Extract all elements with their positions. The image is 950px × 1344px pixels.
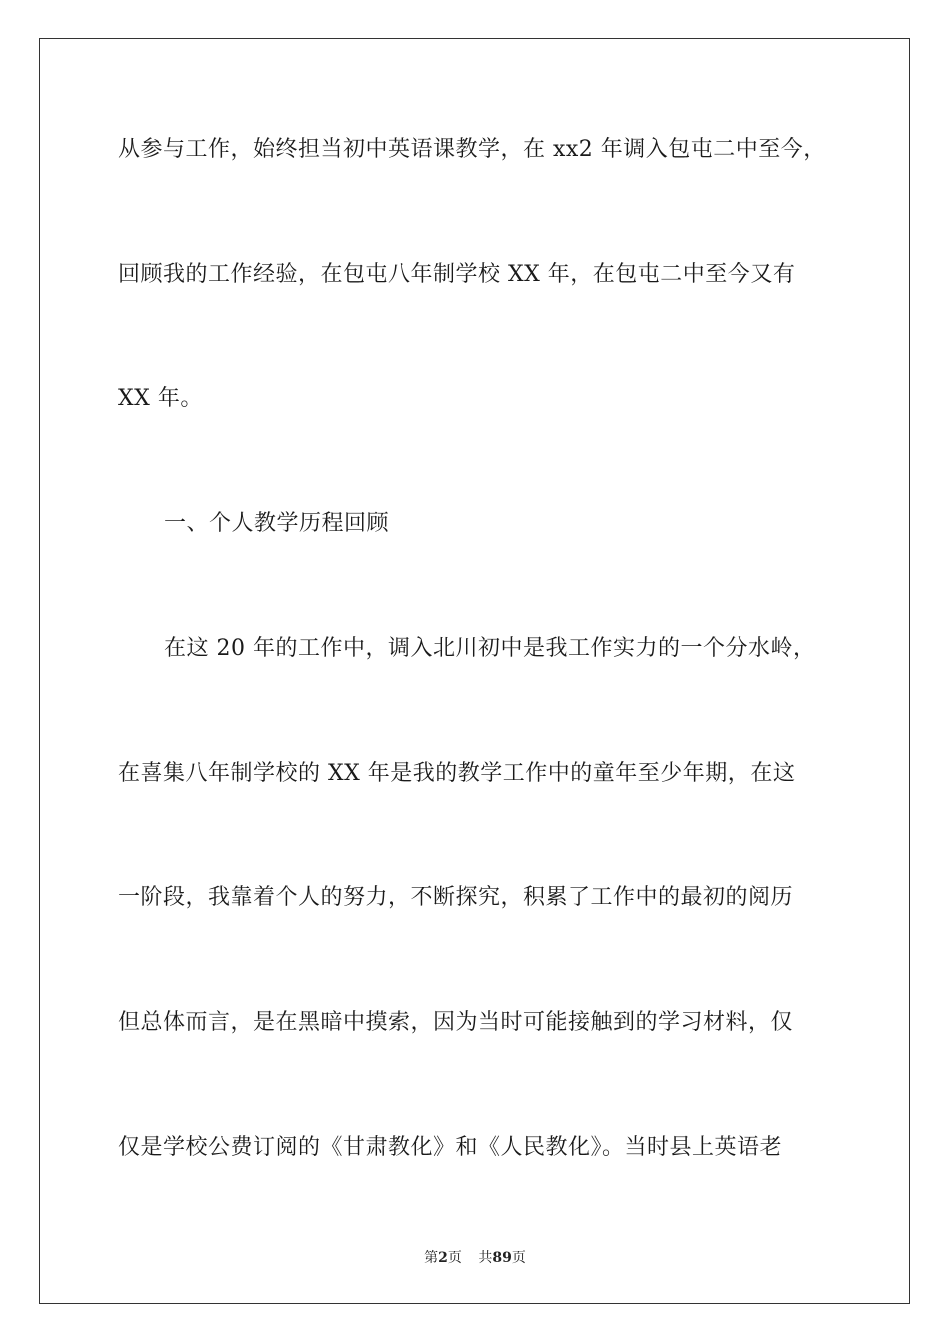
- body-line-1: 从参与工作，始终担当初中英语课教学，在 xx2 年调入包屯二中至今，: [118, 137, 826, 162]
- total-suffix: 页: [511, 1250, 526, 1266]
- body-line-9: 仅是学校公费订阅的《甘肃教化》和《人民教化》。当时县上英语老: [118, 1135, 783, 1160]
- total-pages: 89: [492, 1250, 512, 1266]
- page-border: [39, 38, 910, 1304]
- total-prefix: 共: [478, 1250, 493, 1266]
- total-indicator: [478, 1250, 525, 1266]
- body-line-3: XX 年。: [118, 386, 203, 411]
- body-line-7: 一阶段，我靠着个人的努力，不断探究，积累了工作中的最初的阅历: [118, 885, 794, 910]
- body-line-8: 但总体而言，是在黑暗中摸索，因为当时可能接触到的学习材料，仅: [118, 1010, 794, 1035]
- page-prefix: 第: [424, 1250, 439, 1266]
- page-number: 2: [438, 1250, 448, 1266]
- body-line-2: 回顾我的工作经验，在包屯八年制学校 XX 年，在包屯二中至今又有: [118, 262, 796, 287]
- page-suffix: 页: [447, 1250, 462, 1266]
- body-line-6: 在喜集八年制学校的 XX 年是我的教学工作中的童年至少年期，在这: [118, 761, 796, 786]
- section-heading: 一、个人教学历程回顾: [164, 511, 390, 536]
- body-line-5: 在这 20 年的工作中，调入北川初中是我工作实力的一个分水岭，: [164, 636, 816, 661]
- page-indicator: [424, 1250, 462, 1266]
- page-footer: [0, 1247, 950, 1267]
